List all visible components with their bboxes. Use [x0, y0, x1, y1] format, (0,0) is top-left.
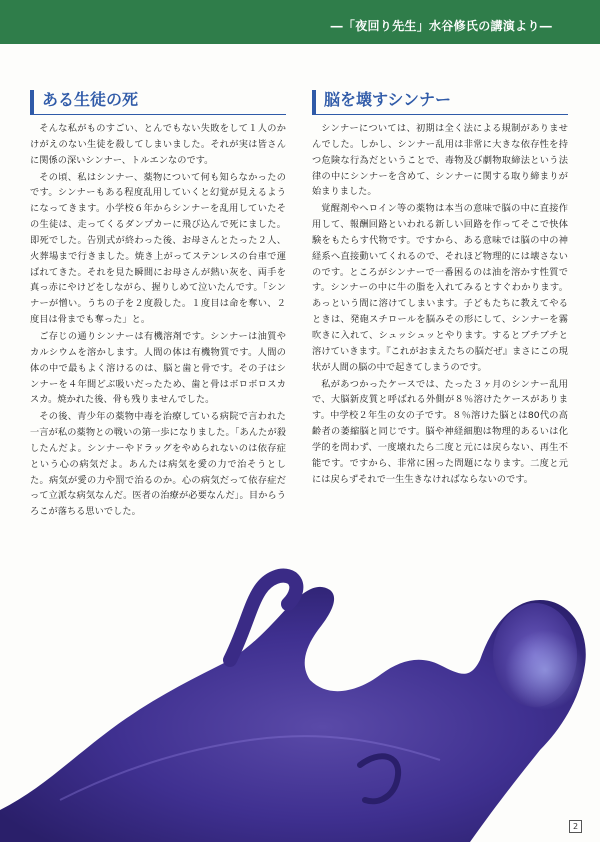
page-number: 2 [569, 820, 582, 833]
illustration-figure [0, 560, 600, 842]
left-paragraph-3: ご存じの通りシンナーは有機溶剤です。シンナーは油質やカルシウムを溶かします。人間の体は有機物質です。人間の体の中で最もよく溶けるのは、脳と歯と骨です。その子はシンナーを４年間どぶ吸いだったため、歯と骨はボロボロスカスカ。焼かれた後、骨も残りませんでした。 [30, 330, 286, 406]
right-paragraph-2: 覚醒剤やヘロイン等の薬物は本当の意味で脳の中に直接作用して、報酬回路といわれる新しい回路を作ってそこで快体験をもたらす代物です。ですから、ある意味では脳の中の神経系へ直接動いてくれるので、それほど物理的には壊さないのです。ところがシンナーで一番困るのは油を溶かす性質です。シンナーの中に牛の脂を入れてみるとすぐわかります。あっという間に溶けてしまいます。子どもたちに教えてやるときは、発砲スチロールを脳みその形にして、シンナーを霧吹きに入れて、シュッシュッとやります。するとブチブチと溶けていきます。『これがおまえたちの脳だぜ』まさにこの現状が人間の脳の中で起きてしまうのです。 [312, 203, 568, 373]
section-heading-left [30, 90, 286, 115]
left-paragraph-1: そんな私がものすごい、とんでもない失敗をして１人のかけがえのない生徒を殺してしまいました。それが実は皆さんに関係の深いシンナー、トルエンなのです。 [30, 123, 286, 166]
section-heading-right [312, 90, 568, 115]
left-column [30, 90, 286, 520]
section-heading-left-text: ある生徒の死 [42, 90, 139, 109]
header-title: ―「夜回り先生」水谷修氏の講演より― [330, 19, 552, 33]
left-paragraph-4: その後、青少年の薬物中毒を治療している病院で言われた一言が私の薬物との戦いの第一歩になりました。「あんたが殺したんだよ。シンナーやドラッグをやめられないのは依存症という心の病気だよ。あんたは病気を愛の力で治そうとした。病気が愛の力や罰で治るのか。心の病気だって依存症だって立派な病気なんだ。医者の治療が必要なんだ」。目からうろこが落ちる思いでした。 [30, 411, 286, 518]
figure-body [0, 587, 586, 842]
left-paragraph-2: その頃、私はシンナー、薬物について何も知らなかったのです。シンナーもある程度乱用していくと幻覚が見えるようになってきます。小学校６年からシンナーを乱用していたその生徒は、走ってくるダンプカーに飛び込んで死にました。即死でした。告別式が終わった後、お母さんとたった２人、火葬場まで行きました。焼き上がってステンレスの台車で運ばれてきた。それを見た瞬間にお母さんが熱い灰を、両手を真っ赤にやけどをしながら、握りしめて泣いたんです。「シンナーが憎い。うちの子を２度殺した。１度目は命を奪い、２度目は骨までも奪った」と。 [30, 171, 286, 326]
right-paragraph-1: シンナーについては、初期は全く法による規制がありませんでした。しかし、シンナー乱用は非常に大きな依存性を持つ危険な行為だということで、毒物及び劇物取締法という法律の中にシンナーを含めて、シンナーに関する取り締まりが始まりました。 [312, 123, 568, 198]
figure-highlight [505, 630, 585, 710]
right-paragraph-3: 私があつかったケースでは、たった３ヶ月のシンナー乱用で、大脳新皮質と呼ばれる外側が８％溶けたケースがあります。中学校２年生の女の子です。８％溶けた脳とは80代の高齢者の萎縮脳と同じです。脳や神経細胞は物理的あるいは化学的を問わず、一度壊れたら二度と元には戻らない、再生不能です。ですから、非常に困った問題になります。二度と元には戻らずそれで一生生きなければならないのです。 [312, 378, 568, 485]
right-column [312, 90, 568, 487]
section-heading-right-text: 脳を壊すシンナー [324, 90, 451, 109]
header-band [0, 0, 600, 44]
